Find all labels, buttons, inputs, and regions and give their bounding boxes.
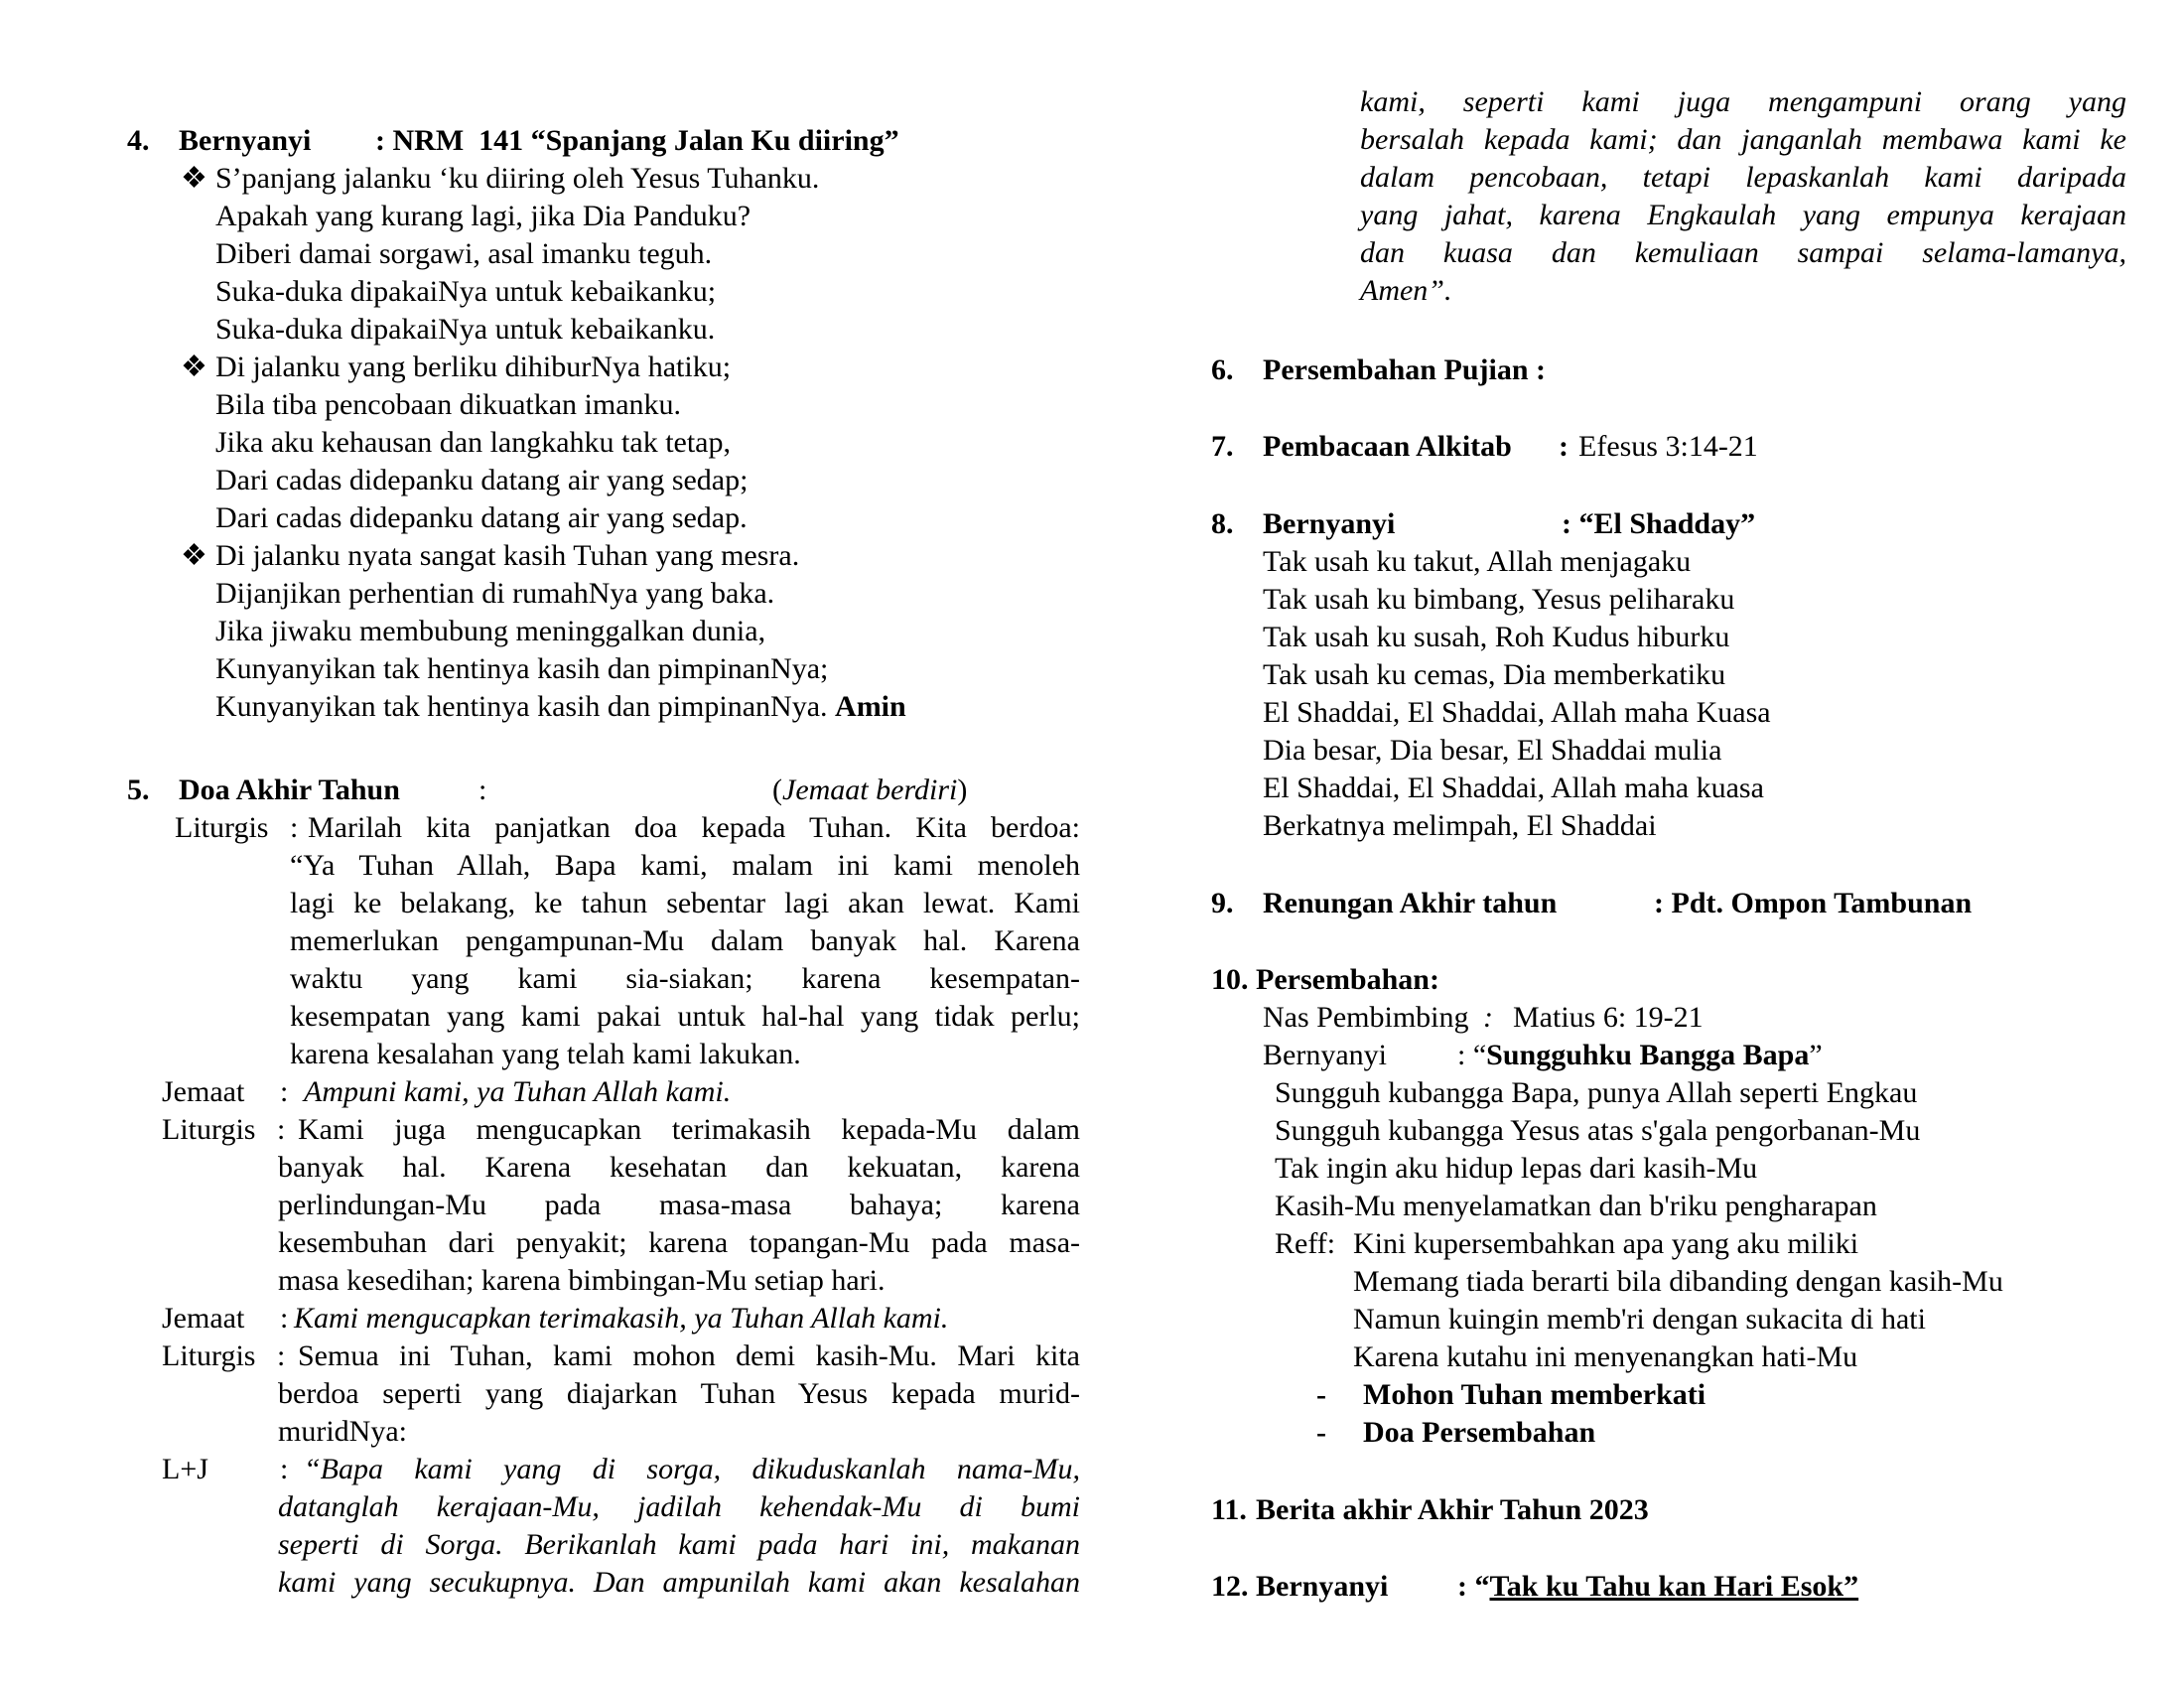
liturgy-line: kesempatan yang kami pakai untuk hal-hal yang tidak perlu;: [290, 1000, 1080, 1033]
lyric-line: Suka-duka dipakaiNya untuk kebaikanku.: [215, 313, 716, 346]
section-label: Doa Akhir Tahun: [179, 774, 400, 806]
liturgy-line: berdoa seperti yang diajarkan Tuhan Yesus kepada murid-: [278, 1377, 1080, 1410]
lyric-line: Dari cadas didepanku datang air yang sedap.: [215, 501, 748, 534]
liturgy-line: muridNya:: [278, 1415, 407, 1448]
response-line: Ampuni kami, ya Tuhan Allah kami.: [304, 1075, 732, 1108]
reff-line: Memang tiada berarti bila dibanding dengan kasih-Mu: [1353, 1265, 2003, 1298]
prayer-line: kami yang secukupnya. Dan ampunilah kami akan kesalahan: [278, 1566, 1080, 1599]
liturgy-line: kesembuhan dari penyakit; karena topangan-Mu pada masa-: [278, 1226, 1080, 1259]
speaker-sep: :: [280, 1075, 289, 1108]
scripture-ref: Matius 6: 19-21: [1513, 1001, 1704, 1034]
lyric-line: Bila tiba pencobaan dikuatkan imanku.: [215, 388, 682, 421]
lyric-line: Jika jiwaku membubung meninggalkan dunia,: [215, 615, 766, 647]
lyric-line: Sungguh kubangga Bapa, punya Allah seperti Engkau: [1275, 1076, 1918, 1109]
song-title-line: [1457, 1568, 1858, 1606]
liturgy-line: waktu yang kami sia-siakan; karena kesempatan-: [290, 962, 1080, 995]
nas-colon: :: [1483, 1001, 1493, 1034]
song-colon: : “: [1457, 1039, 1487, 1071]
liturgy-line: karena kesalahan yang telah kami lakukan.: [290, 1038, 801, 1070]
prayer-line: datanglah kerajaan-Mu, jadilah kehendak-Mu di bumi: [278, 1490, 1080, 1523]
speaker-name: : Pdt. Ompon Tambunan: [1654, 887, 1973, 919]
liturgy-line: perlindungan-Mu pada masa-masa bahaya; karena: [278, 1189, 1080, 1221]
section-number: 7.: [1211, 430, 1234, 463]
liturgy-line: banyak hal. Karena kesehatan dan kekuatan, karena: [278, 1151, 1080, 1184]
stage-note: [772, 772, 967, 809]
liturgy-line: lagi ke belakang, ke tahun sebentar lagi akan lewat. Kami: [290, 887, 1080, 919]
speaker-sep: :: [277, 1113, 286, 1146]
response-line: Kami mengucapkan terimakasih, ya Tuhan Allah kami.: [294, 1302, 949, 1335]
section-number: 5.: [127, 774, 150, 806]
amin-label: Amin: [835, 690, 906, 723]
section-number: 10.: [1211, 963, 1249, 996]
lyric-line: Berkatnya melimpah, El Shaddai: [1263, 809, 1657, 842]
lyric-line: Apakah yang kurang lagi, jika Dia Panduku?: [215, 200, 751, 232]
song-title: Tak ku Tahu kan Hari Esok”: [1489, 1570, 1859, 1603]
lyric-line: Sungguh kubangga Yesus atas s'gala pengorbanan-Mu: [1275, 1114, 1921, 1147]
reff-label: Reff:: [1275, 1227, 1336, 1260]
quote-close: ”: [1809, 1039, 1823, 1071]
lyric-line: Tak usah ku cemas, Dia memberkatiku: [1263, 658, 1726, 691]
lyric-line-amin: [215, 688, 906, 726]
paren-close: ): [957, 774, 968, 806]
section-label: Bernyanyi: [179, 124, 312, 157]
dash-icon: -: [1316, 1416, 1326, 1449]
speaker-label: Liturgis: [162, 1339, 256, 1372]
offering-item: Mohon Tuhan memberkati: [1363, 1378, 1706, 1411]
speaker-sep: :: [280, 1453, 289, 1485]
lyric-line: Di jalanku nyata sangat kasih Tuhan yang mesra.: [215, 539, 800, 572]
song-title: Sungguhku Bangga Bapa: [1486, 1039, 1810, 1071]
section-label: Pembacaan Alkitab: [1263, 430, 1512, 463]
paren-open: (: [772, 774, 782, 806]
section-number: 6.: [1211, 353, 1234, 386]
lyric-line: Dari cadas didepanku datang air yang sedap;: [215, 464, 749, 496]
prayer-line: yang jahat, karena Engkaulah yang empunya kerajaan: [1360, 199, 2126, 231]
section-label: Persembahan Pujian :: [1263, 353, 1546, 386]
song-title-line: [1457, 1037, 1823, 1074]
prayer-line: dan kuasa dan kemuliaan sampai selama-lamanya,: [1360, 236, 2126, 269]
lyric-line: Dia besar, Dia besar, El Shaddai mulia: [1263, 734, 1722, 767]
bullet-icon: ❖: [181, 539, 207, 572]
lyric-line: S’panjang jalanku ‘ku diiring oleh Yesus Tuhanku.: [215, 162, 820, 195]
speaker-sep: :: [277, 1339, 286, 1372]
lyric-line: El Shaddai, El Shaddai, Allah maha kuasa: [1263, 772, 1764, 804]
reff-line: Kini kupersembahkan apa yang aku miliki: [1353, 1227, 1859, 1260]
scripture-ref: Efesus 3:14-21: [1578, 430, 1758, 463]
section-number: 12.: [1211, 1570, 1249, 1603]
liturgy-line: “Ya Tuhan Allah, Bapa kami, malam ini kami menoleh: [290, 849, 1080, 882]
lyric-line: Kasih-Mu menyelamatkan dan b'riku pengharapan: [1275, 1190, 1877, 1222]
section-number: 11.: [1211, 1493, 1247, 1526]
prayer-line: seperti di Sorga. Berikanlah kami pada hari ini, makanan: [278, 1528, 1080, 1561]
speaker-sep: :: [290, 811, 299, 844]
song-label: Bernyanyi: [1263, 1039, 1387, 1071]
lyric-line: El Shaddai, El Shaddai, Allah maha Kuasa: [1263, 696, 1771, 729]
liturgy-line: masa kesedihan; karena bimbingan-Mu setiap hari.: [278, 1264, 886, 1297]
song-title: : “El Shadday”: [1562, 507, 1756, 540]
speaker-label: Jemaat: [162, 1075, 245, 1108]
reff-line: Karena kutahu ini menyenangkan hati-Mu: [1353, 1340, 1858, 1373]
lyric-line: Dijanjikan perhentian di rumahNya yang baka.: [215, 577, 775, 610]
lyric-line: Tak ingin aku hidup lepas dari kasih-Mu: [1275, 1152, 1758, 1185]
lyric-text: Kunyanyikan tak hentinya kasih dan pimpinanNya.: [215, 690, 828, 723]
speaker-label: Liturgis: [162, 1113, 256, 1146]
section-label: Bernyanyi: [1256, 1570, 1389, 1603]
reff-line: Namun kuingin memb'ri dengan sukacita di hati: [1353, 1303, 1926, 1336]
section-colon: :: [1559, 430, 1569, 463]
prayer-line: dalam pencobaan, tetapi lepaskanlah kami daripada: [1360, 161, 2126, 194]
section-number: 8.: [1211, 507, 1234, 540]
section-label: Berita akhir Akhir Tahun 2023: [1256, 1493, 1649, 1526]
speaker-sep: :: [280, 1302, 289, 1335]
note-text: Jemaat berdiri: [782, 774, 958, 806]
section-label: Bernyanyi: [1263, 507, 1396, 540]
lyric-line: Suka-duka dipakaiNya untuk kebaikanku;: [215, 275, 717, 308]
lyric-line: Tak usah ku takut, Allah menjagaku: [1263, 545, 1692, 578]
speaker-label: L+J: [162, 1453, 208, 1485]
liturgy-line: Kami juga mengucapkan terimakasih kepada-Mu dalam: [298, 1113, 1080, 1146]
speaker-label: Liturgis: [175, 811, 269, 844]
prayer-line: Amen”.: [1360, 274, 1452, 307]
lyric-line: Tak usah ku susah, Roh Kudus hiburku: [1263, 621, 1730, 653]
liturgy-line: Semua ini Tuhan, kami mohon demi kasih-Mu. Mari kita: [298, 1339, 1080, 1372]
liturgy-line: memerlukan pengampunan-Mu dalam banyak hal. Karena: [290, 924, 1080, 957]
speaker-label: Jemaat: [162, 1302, 245, 1335]
dash-icon: -: [1316, 1378, 1326, 1411]
prayer-line: kami, seperti kami juga mengampuni orang yang: [1360, 85, 2126, 118]
lyric-line: Tak usah ku bimbang, Yesus peliharaku: [1263, 583, 1735, 616]
lyric-line: Kunyanyikan tak hentinya kasih dan pimpinanNya;: [215, 652, 829, 685]
section-colon: :: [478, 774, 487, 806]
lyric-line: Di jalanku yang berliku dihiburNya hatiku;: [215, 351, 732, 383]
section-label: Persembahan:: [1256, 963, 1439, 996]
song-title: : NRM 141 “Spanjang Jalan Ku diiring”: [375, 124, 899, 157]
offering-item: Doa Persembahan: [1363, 1416, 1596, 1449]
bullet-icon: ❖: [181, 351, 207, 383]
bullet-icon: ❖: [181, 162, 207, 195]
section-number: 4.: [127, 124, 150, 157]
section-number: 9.: [1211, 887, 1234, 919]
nas-label: Nas Pembimbing: [1263, 1001, 1469, 1034]
lyric-line: Jika aku kehausan dan langkahku tak tetap,: [215, 426, 731, 459]
lyric-line: Diberi damai sorgawi, asal imanku teguh.: [215, 237, 713, 270]
prayer-line: “Bapa kami yang di sorga, dikuduskanlah nama-Mu,: [304, 1453, 1080, 1485]
section-label: Renungan Akhir tahun: [1263, 887, 1558, 919]
song-colon: : “: [1457, 1570, 1490, 1603]
prayer-line: bersalah kepada kami; dan janganlah membawa kami ke: [1360, 123, 2126, 156]
liturgy-line: Marilah kita panjatkan doa kepada Tuhan. Kita berdoa:: [308, 811, 1080, 844]
